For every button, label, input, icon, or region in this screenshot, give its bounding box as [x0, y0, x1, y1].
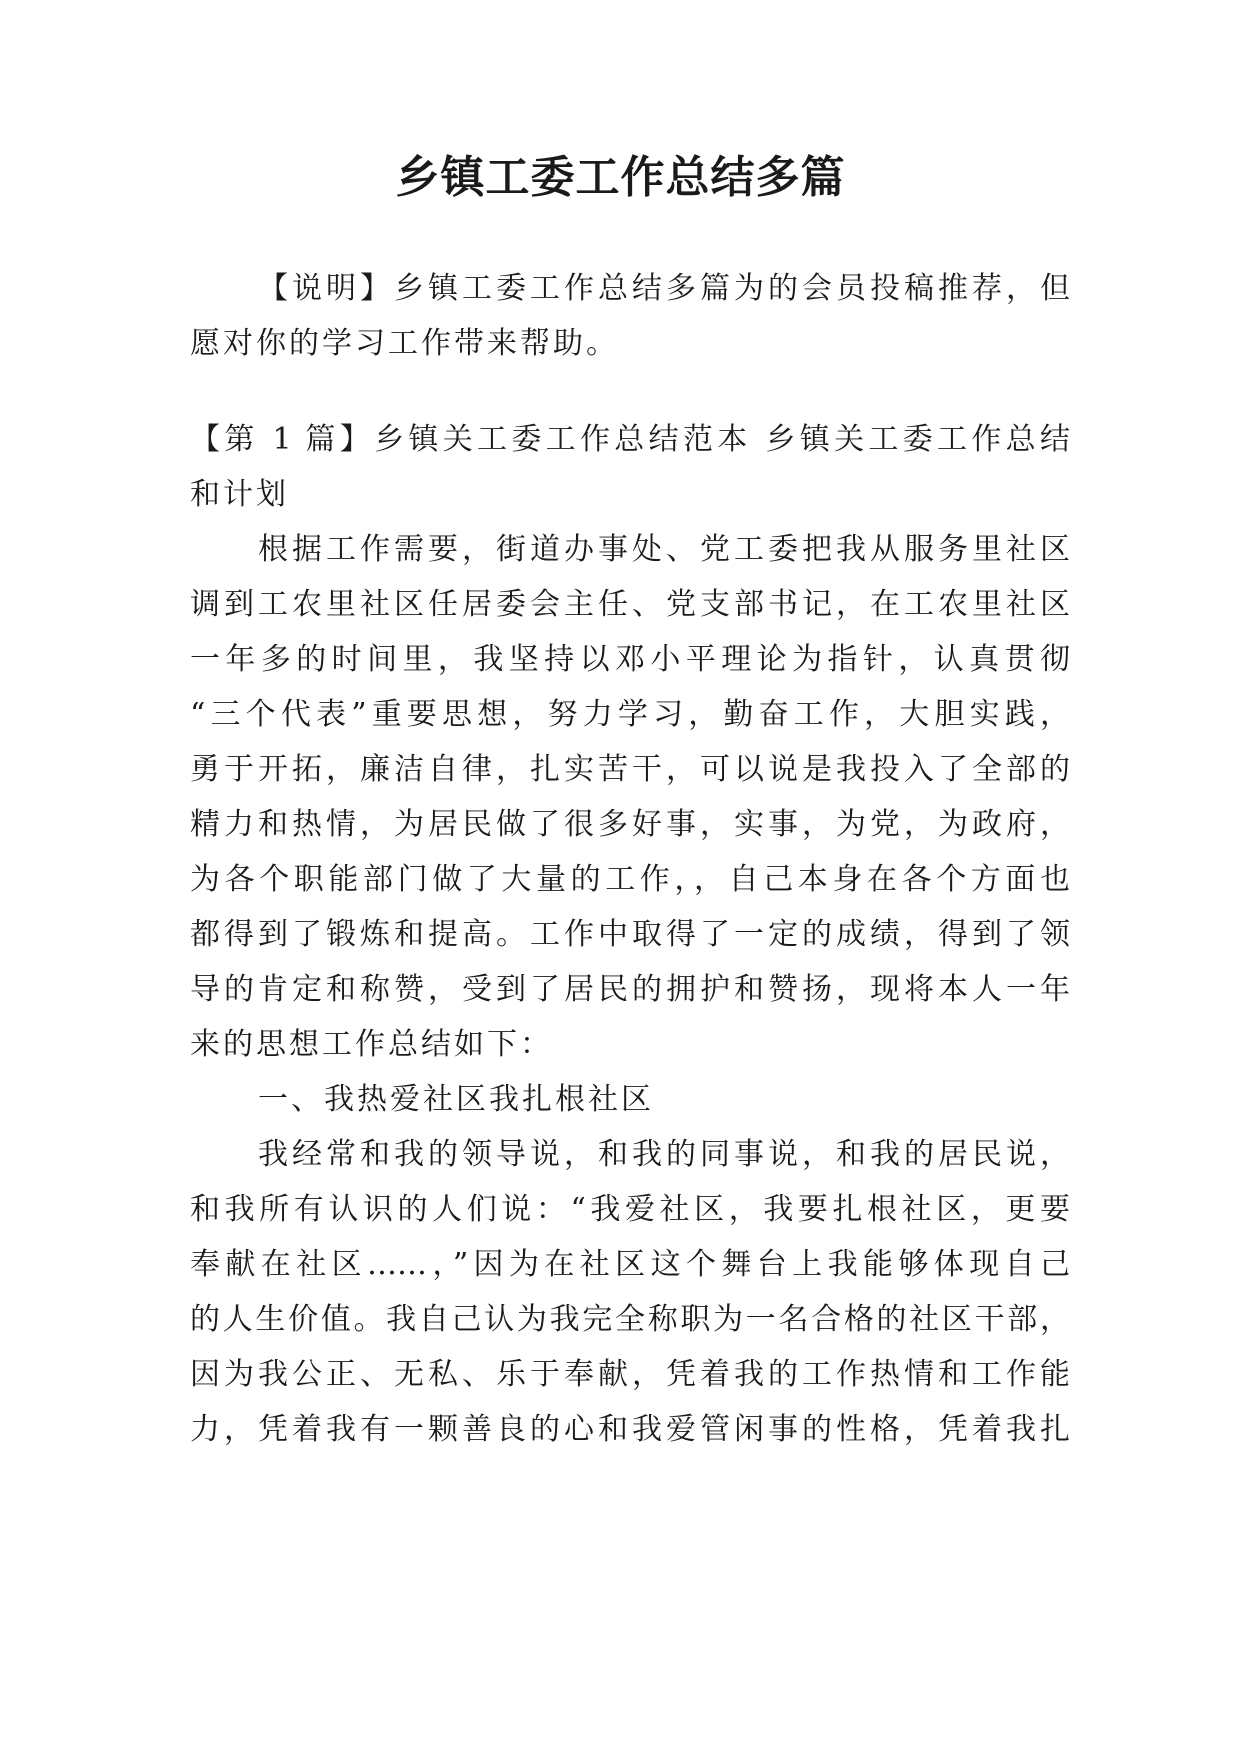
document-title: 乡镇工委工作总结多篇: [395, 152, 846, 203]
paragraph-line: 精力和热情，为居民做了很多好事，实事，为党，为政府，: [190, 807, 1070, 842]
paragraph-line: 的人生价值。我自己认为我完全称职为一名合格的社区干部，: [190, 1302, 1070, 1337]
paragraph-line: 根据工作需要，街道办事处、党工委把我从服务里社区: [258, 532, 1070, 567]
paragraph-line: “三个代表”重要思想，努力学习，勤奋工作，大胆实践，: [190, 697, 1070, 732]
section-heading: 一、我热爱社区我扎根社区: [258, 1082, 654, 1117]
paragraph-line: 为各个职能部门做了大量的工作，，自己本身在各个方面也: [190, 862, 1070, 897]
paragraph-line: 导的肯定和称赞，受到了居民的拥护和赞扬，现将本人一年: [190, 972, 1070, 1007]
paragraph-line: 来的思想工作总结如下：: [190, 1027, 553, 1062]
paragraph-line: 都得到了锻炼和提高。工作中取得了一定的成绩，得到了领: [190, 917, 1070, 952]
paragraph-line: 因为我公正、无私、乐于奉献，凭着我的工作热情和工作能: [190, 1357, 1070, 1392]
paragraph-line: 和计划: [190, 477, 289, 512]
paragraph-line: 和我所有认识的人们说：“我爱社区，我要扎根社区，更要: [190, 1192, 1070, 1227]
paragraph-line: 奉献在社区……，”因为在社区这个舞台上我能够体现自己: [190, 1247, 1070, 1282]
paragraph-line: 【说明】乡镇工委工作总结多篇为的会员投稿推荐，但: [258, 271, 1070, 306]
paragraph-line: 勇于开拓，廉洁自律，扎实苦干，可以说是我投入了全部的: [190, 752, 1070, 787]
paragraph-line: 一年多的时间里，我坚持以邓小平理论为指针，认真贯彻: [190, 642, 1070, 677]
paragraph-line: 愿对你的学习工作带来帮助。: [190, 326, 619, 361]
paragraph-line: 调到工农里社区任居委会主任、党支部书记，在工农里社区: [190, 587, 1070, 622]
paragraph-line: 【第 1 篇】乡镇关工委工作总结范本 乡镇关工委工作总结: [190, 422, 1070, 457]
paragraph-line: 力，凭着我有一颗善良的心和我爱管闲事的性格，凭着我扎: [190, 1412, 1070, 1447]
paragraph-line: 我经常和我的领导说，和我的同事说，和我的居民说，: [258, 1137, 1070, 1172]
